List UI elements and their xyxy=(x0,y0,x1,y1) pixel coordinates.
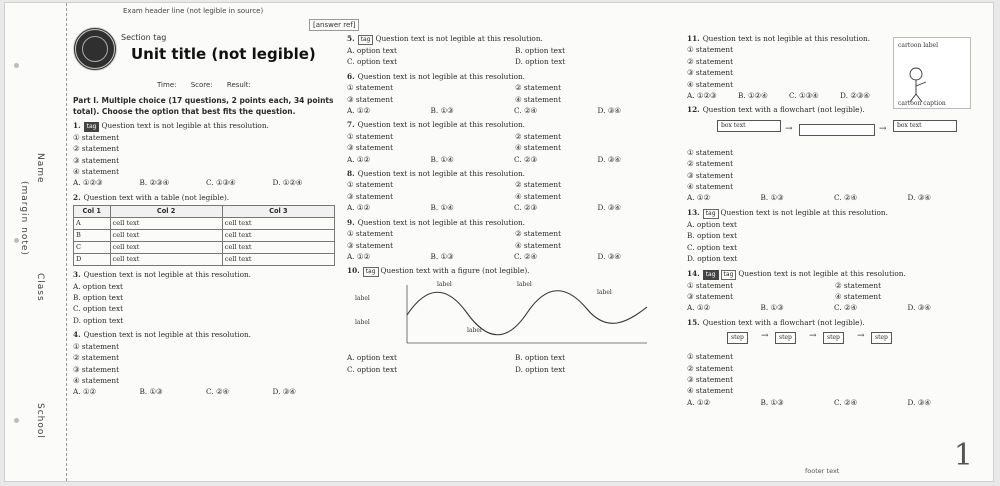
question-stem: Question text is not legible at this resolution. xyxy=(357,217,525,227)
question-number: 4. xyxy=(73,330,81,340)
figure-label: label xyxy=(437,281,452,289)
question-14 xyxy=(687,268,977,314)
option-b[interactable]: B. ①④ xyxy=(430,154,454,164)
statement: ③ statement xyxy=(687,170,734,180)
part-heading: Part I. Multiple choice (17 questions, 2 points each, 34 points total). Choose the option that best fits the question. xyxy=(73,96,334,117)
column-1 xyxy=(73,95,335,401)
answer-options xyxy=(687,192,977,203)
answer-reference-tag: [answer ref] xyxy=(309,19,359,31)
question-stem: Question text is not legible at this resolution. xyxy=(738,268,906,278)
statement: ④ statement xyxy=(515,240,562,250)
option-a[interactable]: A. ①② xyxy=(347,203,370,213)
table-header: Col 2 xyxy=(110,206,222,218)
table-cell: cell text xyxy=(110,230,222,242)
answer-options xyxy=(347,105,677,116)
table-cell: cell text xyxy=(222,254,334,266)
statement: ① statement xyxy=(73,341,120,351)
table-cell: cell text xyxy=(222,230,334,242)
flowchart xyxy=(687,118,977,144)
option-d[interactable]: D. option text xyxy=(73,315,124,325)
column-2 xyxy=(347,33,677,378)
table-row xyxy=(74,218,335,230)
statement: ③ statement xyxy=(687,291,734,301)
table-cell: A xyxy=(74,218,111,230)
option-a[interactable]: A. ①②③ xyxy=(687,91,717,101)
option-b[interactable]: B. ①②④ xyxy=(738,91,768,101)
column-3 xyxy=(687,33,977,411)
figure-label: label xyxy=(467,327,482,335)
option-c[interactable]: C. option text xyxy=(347,57,398,67)
option-c[interactable]: C. ①③④ xyxy=(206,178,236,188)
question-4 xyxy=(73,329,335,397)
binding-hole xyxy=(14,238,19,243)
option-b[interactable]: B. ①③ xyxy=(430,251,454,261)
question-stem: Question text is not legible at this resolution. xyxy=(375,34,543,43)
statement: ③ statement xyxy=(347,191,394,201)
statements xyxy=(347,179,677,202)
exam-header: Exam header line (not legible in source) xyxy=(123,7,264,15)
question-number: 11. xyxy=(687,34,700,43)
option-b[interactable]: B. option text xyxy=(687,231,738,241)
question-number: 2. xyxy=(73,192,81,202)
option-b[interactable]: B. ①③ xyxy=(430,106,454,116)
option-a[interactable]: A. ①② xyxy=(687,303,710,313)
option-a[interactable]: A. option text xyxy=(687,219,737,229)
option-d[interactable]: D. ①②④ xyxy=(272,178,303,188)
gutter-note: (margin note) xyxy=(19,181,29,256)
flow-box: box text xyxy=(717,120,781,132)
option-d[interactable]: D. ③④ xyxy=(597,154,621,164)
arrow-right-icon: → xyxy=(879,123,887,134)
flow-box: step xyxy=(823,332,844,344)
statement: ② statement xyxy=(73,144,120,154)
option-c[interactable]: C. ②④ xyxy=(834,397,858,407)
binding-hole xyxy=(14,418,19,423)
binding-gutter xyxy=(5,3,67,481)
flow-box: box text xyxy=(893,120,957,132)
statement: ④ statement xyxy=(515,94,562,104)
statement: ④ statement xyxy=(687,182,734,192)
answer-options xyxy=(687,397,977,408)
page-footer: footer text xyxy=(805,467,840,475)
question-2 xyxy=(73,192,335,266)
question-stem: Question text is not legible at this resolution. xyxy=(720,207,888,217)
unit-title: Unit title (not legible) xyxy=(131,45,316,63)
arrow-right-icon: → xyxy=(809,331,817,342)
option-d[interactable]: D. ③④ xyxy=(597,251,621,261)
question-figure xyxy=(347,279,677,349)
statements xyxy=(347,131,677,154)
option-a[interactable]: A. ①② xyxy=(687,193,710,203)
table-cell: C xyxy=(74,242,111,254)
question-number: 6. xyxy=(347,71,355,81)
cartoon-note: cartoon label xyxy=(898,42,939,49)
option-c[interactable]: C. ②④ xyxy=(514,106,538,116)
option-b[interactable]: B. ①④ xyxy=(430,203,454,213)
answer-options xyxy=(347,202,677,213)
question-5 xyxy=(347,33,677,68)
option-a[interactable]: A. ①② xyxy=(687,397,710,407)
statement: ② statement xyxy=(515,131,562,141)
flowchart xyxy=(687,330,977,348)
gutter-school-label: School xyxy=(35,403,45,439)
table-header-row xyxy=(74,206,335,218)
option-c[interactable]: C. ①③④ xyxy=(789,91,819,101)
statement: ③ statement xyxy=(73,155,120,165)
option-b[interactable]: B. ①③ xyxy=(760,193,784,203)
question-table xyxy=(73,205,335,266)
statement: ② statement xyxy=(515,229,562,239)
option-d[interactable]: D. option text xyxy=(515,57,566,67)
statement: ① statement xyxy=(347,229,394,239)
option-b[interactable]: B. option text xyxy=(73,293,124,303)
question-stem: Question text with a flowchart (not legible). xyxy=(702,317,865,327)
answer-options xyxy=(347,251,677,262)
question-3 xyxy=(73,269,335,326)
question-9 xyxy=(347,217,677,263)
figure-label: label xyxy=(517,281,532,289)
answer-options xyxy=(687,302,977,313)
option-d[interactable]: D. ③④ xyxy=(597,203,621,213)
statement: ② statement xyxy=(73,353,120,363)
option-d[interactable]: D. ③④ xyxy=(907,193,931,203)
question-15 xyxy=(687,317,977,408)
source-tag: tag xyxy=(363,267,379,277)
answer-options xyxy=(73,177,335,188)
statement: ③ statement xyxy=(73,364,120,374)
table-row xyxy=(74,242,335,254)
statement: ③ statement xyxy=(687,68,734,78)
statement: ④ statement xyxy=(687,386,734,396)
question-6 xyxy=(347,71,677,117)
statements xyxy=(347,228,677,251)
statement: ① statement xyxy=(687,45,734,55)
option-a[interactable]: A. ①② xyxy=(73,387,96,397)
table-cell: D xyxy=(74,254,111,266)
figure-label: label xyxy=(355,319,370,327)
question-11 xyxy=(687,33,977,107)
flow-box: step xyxy=(727,332,748,344)
figure-label: label xyxy=(597,289,612,297)
statement: ③ statement xyxy=(347,240,394,250)
option-a[interactable]: A. ①② xyxy=(347,251,370,261)
question-10 xyxy=(347,265,677,375)
option-c[interactable]: C. ②④ xyxy=(514,251,538,261)
question-13 xyxy=(687,207,977,265)
gutter-name-label: Name xyxy=(35,153,45,184)
gutter-class-label: Class xyxy=(35,273,45,302)
result-field: Result: xyxy=(226,81,251,89)
arrow-right-icon: → xyxy=(785,123,793,134)
option-d[interactable]: D. ③④ xyxy=(907,303,931,313)
table-cell: B xyxy=(74,230,111,242)
question-number: 14. xyxy=(687,268,700,278)
table-cell: cell text xyxy=(110,254,222,266)
option-b[interactable]: B. ①③ xyxy=(760,303,784,313)
question-stem: Question text is not legible at this resolution. xyxy=(702,34,871,43)
table-header: Col 3 xyxy=(222,206,334,218)
question-stem: Question text is not legible at this resolution. xyxy=(83,270,251,280)
table-cell: cell text xyxy=(110,218,222,230)
question-number: 15. xyxy=(687,317,700,327)
question-number: 5. xyxy=(347,34,355,43)
publisher-logo xyxy=(73,27,117,71)
arrow-right-icon: → xyxy=(761,331,769,342)
arrow-right-icon: → xyxy=(857,331,865,342)
question-number: 10. xyxy=(347,266,360,276)
option-c[interactable]: C. option text xyxy=(347,364,398,374)
table-cell: cell text xyxy=(222,242,334,254)
flow-box-empty xyxy=(799,124,875,136)
question-stem: Question text is not legible at this resolution. xyxy=(101,120,269,130)
answer-options xyxy=(347,45,677,68)
question-1 xyxy=(73,120,335,189)
logo-ring xyxy=(82,36,108,62)
flow-box: step xyxy=(775,332,796,344)
option-a[interactable]: A. option text xyxy=(347,353,397,363)
table-cell: cell text xyxy=(110,242,222,254)
question-stem: Question text with a table (not legible). xyxy=(83,192,230,202)
statement: ③ statement xyxy=(347,143,394,153)
statement: ① statement xyxy=(687,352,734,362)
question-stem: Question text is not legible at this resolution. xyxy=(357,169,525,179)
question-stem: Question text is not legible at this resolution. xyxy=(357,71,525,81)
binding-hole xyxy=(14,63,19,68)
question-number: 8. xyxy=(347,169,355,179)
option-a[interactable]: A. option text xyxy=(347,46,397,55)
answer-options xyxy=(73,386,335,397)
statement: ④ statement xyxy=(687,79,734,89)
option-c[interactable]: C. ②④ xyxy=(834,303,858,313)
option-d[interactable]: D. ③④ xyxy=(907,397,931,407)
option-d[interactable]: D. option text xyxy=(687,254,738,264)
option-b[interactable]: B. ①③ xyxy=(760,397,784,407)
source-tag: tag xyxy=(84,122,100,132)
table-row xyxy=(74,230,335,242)
statement: ① statement xyxy=(687,280,734,290)
table-row xyxy=(74,254,335,266)
option-c[interactable]: C. ②④ xyxy=(834,193,858,203)
option-b[interactable]: B. option text xyxy=(515,353,566,363)
question-stem: Question text with a figure (not legible). xyxy=(380,266,530,276)
exam-sheet xyxy=(4,2,994,482)
question-number: 1. xyxy=(73,120,81,130)
option-c[interactable]: C. ②④ xyxy=(206,387,230,397)
option-d[interactable]: D. option text xyxy=(515,364,566,374)
question-12 xyxy=(687,104,977,203)
statement: ③ statement xyxy=(687,374,734,384)
option-d[interactable]: D. ③④ xyxy=(597,106,621,116)
statements xyxy=(687,280,977,303)
option-b[interactable]: B. ②③④ xyxy=(139,178,170,188)
statement: ① statement xyxy=(347,180,394,190)
statement: ④ statement xyxy=(515,191,562,201)
option-a[interactable]: A. ①② xyxy=(347,106,370,116)
question-number: 12. xyxy=(687,105,700,115)
statement: ② statement xyxy=(835,280,882,290)
statement: ① statement xyxy=(73,132,120,142)
option-c[interactable]: C. option text xyxy=(73,304,124,314)
option-c[interactable]: C. ②③ xyxy=(514,203,538,213)
answer-options xyxy=(347,154,677,165)
option-b[interactable]: B. ①③ xyxy=(139,387,163,397)
statement: ④ statement xyxy=(73,167,120,177)
question-number: 7. xyxy=(347,120,355,130)
statement: ④ statement xyxy=(515,143,562,153)
statement: ③ statement xyxy=(347,94,394,104)
statement: ① statement xyxy=(687,147,734,157)
page-number: 1 xyxy=(953,438,973,473)
source-tag: tag xyxy=(703,209,719,219)
table-header: Col 1 xyxy=(74,206,111,218)
statement: ④ statement xyxy=(835,291,882,301)
table-cell: cell text xyxy=(222,218,334,230)
answer-options xyxy=(347,352,677,375)
option-c[interactable]: C. option text xyxy=(687,242,738,252)
option-d[interactable]: D. ②③④ xyxy=(840,91,870,101)
section-tag: Section tag xyxy=(121,33,167,42)
figure-curve xyxy=(347,279,677,349)
statement: ① statement xyxy=(347,131,394,141)
answer-options xyxy=(687,90,887,101)
question-number: 13. xyxy=(687,207,700,217)
question-stem: Question text is not legible at this resolution. xyxy=(83,330,251,340)
exam-info-line xyxy=(157,81,263,89)
figure-label: label xyxy=(355,295,370,303)
time-field: Time: xyxy=(157,81,179,89)
statement: ① statement xyxy=(347,83,394,93)
option-d[interactable]: D. ③④ xyxy=(272,387,296,397)
source-tag: tag xyxy=(721,270,737,280)
option-b[interactable]: B. option text xyxy=(515,46,566,55)
option-c[interactable]: C. ②③ xyxy=(514,154,538,164)
question-number: 9. xyxy=(347,217,355,227)
question-7 xyxy=(347,119,677,165)
source-tag: tag xyxy=(358,35,374,45)
flow-box: step xyxy=(871,332,892,344)
option-a[interactable]: A. ①②③ xyxy=(73,178,103,188)
cartoon-caption: cartoon caption xyxy=(898,100,946,107)
question-stem: Question text with a flowchart (not legible). xyxy=(702,105,865,115)
statement: ④ statement xyxy=(73,375,120,385)
statement: ② statement xyxy=(687,363,734,373)
statement: ② statement xyxy=(687,56,734,66)
score-field: Score: xyxy=(190,81,215,89)
statement: ② statement xyxy=(687,159,734,169)
option-a[interactable]: A. option text xyxy=(73,281,123,291)
cartoon-illustration xyxy=(893,37,971,109)
statement: ② statement xyxy=(515,83,562,93)
statements xyxy=(347,82,677,105)
option-a[interactable]: A. ①② xyxy=(347,154,370,164)
question-8 xyxy=(347,168,677,214)
question-number: 3. xyxy=(73,270,81,280)
statement: ② statement xyxy=(515,180,562,190)
source-tag: tag xyxy=(703,270,719,280)
question-stem: Question text is not legible at this resolution. xyxy=(357,120,525,130)
